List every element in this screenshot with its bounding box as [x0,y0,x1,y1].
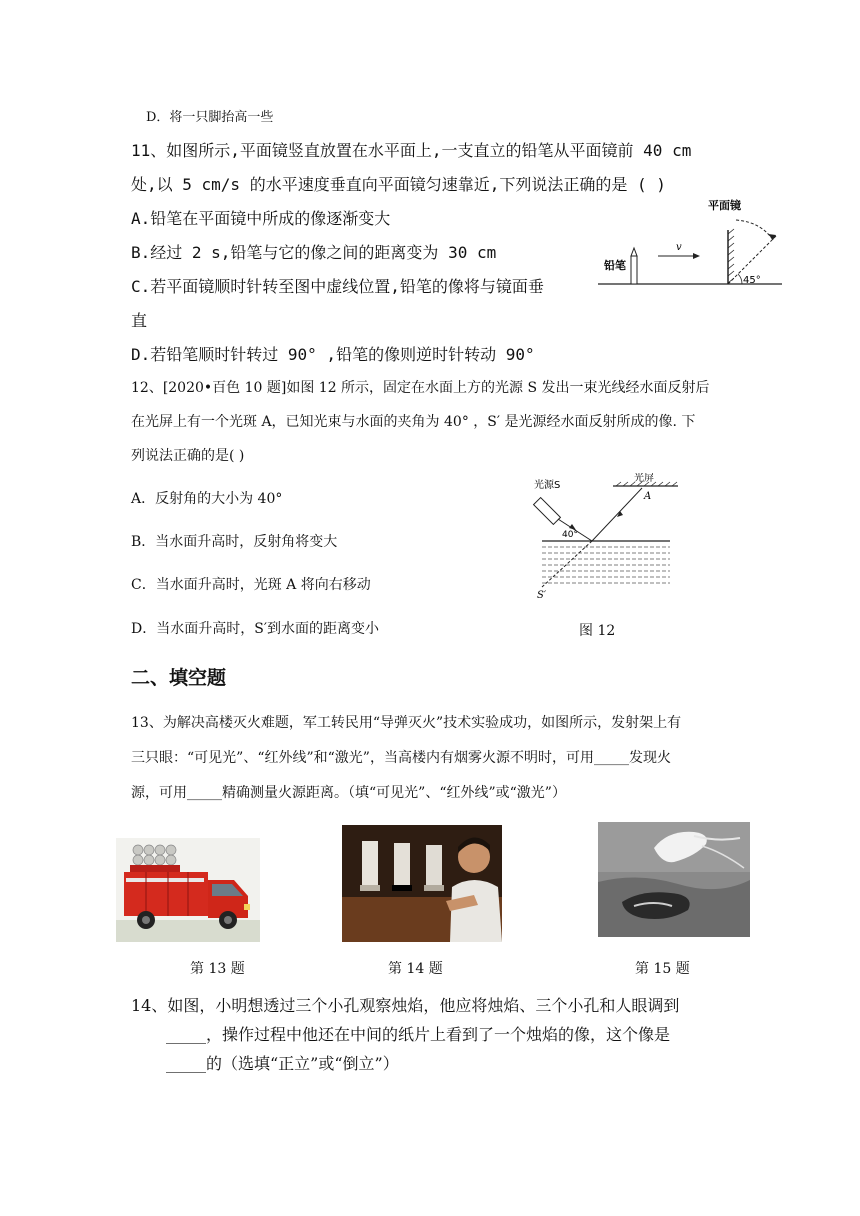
light-source-label: 光源S [534,480,561,491]
q10-option-d: D．将一只脚抬高一些 [146,110,274,125]
q12-option-b: B．当水面升高时，反射角将变大 [131,534,338,550]
q12-stem-line3: 列说法正确的是( ) [131,448,245,464]
light-source-device [534,498,561,525]
figure-12-caption: 图 12 [579,623,616,639]
q11-stem-line2: 处,以 5 cm/s 的水平速度垂直向平面镜匀速靠近,下列说法正确的是 ( ) [131,175,666,194]
q12-option-c: C．当水面升高时，光斑 A 将向右移动 [131,577,371,593]
q12-stem-line2: 在光屏上有一个光斑 A，已知光束与水面的夹角为 40° ，S′ 是光源经水面反射所成的像. 下 [131,414,696,430]
q14-stem-line3: _____的（选填“正立”或“倒立”） [166,1054,399,1073]
figure-15-caption: 第 15 题 [635,961,690,977]
q14-stem-line1: 14、如图，小明想透过三个小孔观察烛焰，他应将烛焰、三个小孔和人眼调到 [131,996,680,1015]
angle-45-label: 45° [743,275,761,286]
pinhole-image [342,825,502,942]
figure-13-caption: 第 13 题 [190,961,245,977]
rotation-arc [736,220,773,240]
angle-40-label: 40° [562,530,578,540]
velocity-label: v [676,242,682,253]
q11-option-a: A.铅笔在平面镜中所成的像逐渐变大 [131,209,391,228]
water-body [542,541,670,587]
pencil-tip [631,248,637,256]
pinhole-experiment-photo [342,825,502,942]
mirror-label: 平面镜 [708,199,741,212]
q14-stem-line2: _____，操作过程中他还在中间的纸片上看到了一个烛焰的像，这个像是 [166,1025,671,1044]
q11-option-d: D.若铅笔顺时针转过 90° ,铅笔的像则逆时针转动 90° [131,345,535,364]
q11-option-c-line2: 直 [131,311,148,330]
q13-stem-line3: 源，可用_____精确测量火源距离。（填“可见光”、“红外线”或“激光”） [131,785,566,801]
q12-stem-line1: 12、[2020•百色 10 题]如图 12 所示，固定在水面上方的光源 S 发出一束光线经水面反射后 [131,380,710,396]
q13-stem-line1: 13、为解决高楼灭火难题，军工转民用“导弹灭火”技术实验成功，如图所示，发射架上有 [131,715,682,731]
q11-option-c-line1: C.若平面镜顺时针转至图中虚线位置,铅笔的像将与镜面垂 [131,277,544,296]
fire-truck-photo [116,838,260,942]
spot-a-label: A [644,491,652,502]
q11-stem-line1: 11、如图所示,平面镜竖直放置在水平面上,一支直立的铅笔从平面镜前 40 cm [131,141,692,160]
q13-stem-line2: 三只眼：“可见光”、“红外线”和“激光”，当高楼内有烟雾火源不明时，可用_____发现火 [131,750,671,766]
angle-arc [738,274,742,284]
q11-mirror-figure [596,196,786,290]
q11-option-b: B.经过 2 s,铅笔与它的像之间的距离变为 30 cm [131,243,497,262]
egret-image [598,822,750,937]
q12-reflection-figure [528,473,688,601]
image-s-prime-label: S′ [537,590,547,601]
q12-option-d: D．当水面升高时，S′到水面的距离变小 [131,621,379,637]
reflected-ray [592,488,642,541]
figure-14-caption: 第 14 题 [388,961,443,977]
mirror-hatching [728,229,734,283]
fire-truck-image [116,838,260,942]
velocity-arrow-head [693,253,700,259]
pencil-label: 铅笔 [604,259,626,272]
pencil-body [631,256,637,284]
section-title: 二、填空题 [131,667,227,689]
q12-option-a: A．反射角的大小为 40° [131,491,283,507]
screen-label: 光屏 [634,473,654,484]
egret-reflection-photo [598,822,750,937]
